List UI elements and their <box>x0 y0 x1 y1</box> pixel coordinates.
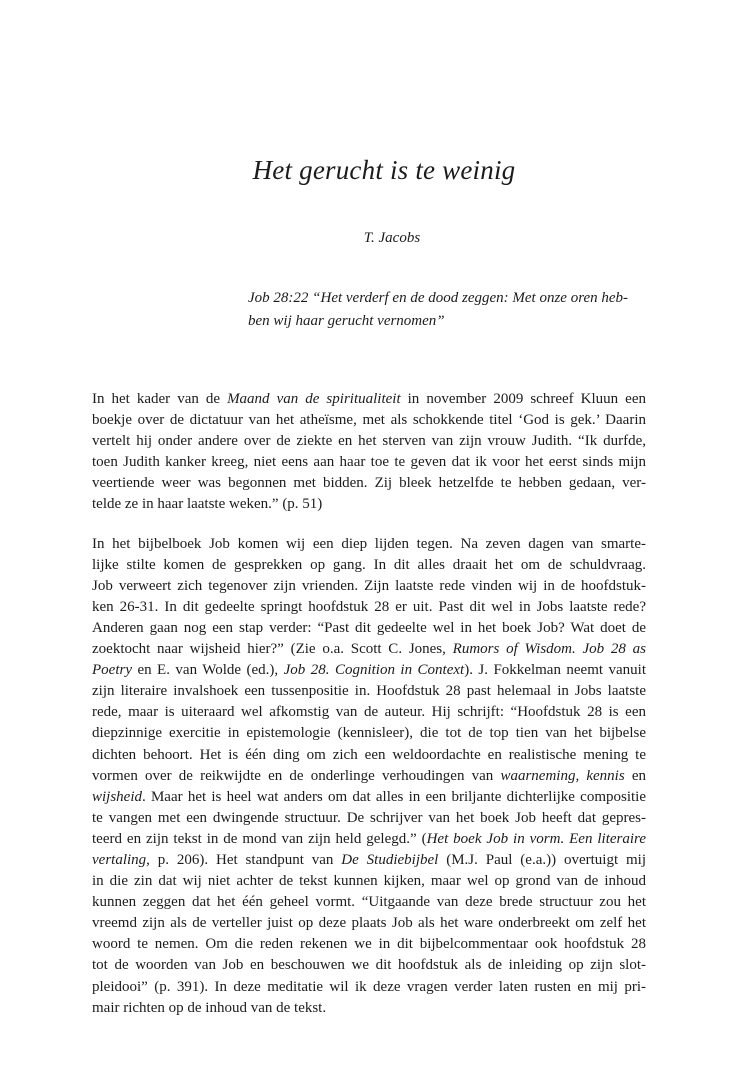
italic-text: Job 28. Cognition in Context <box>283 662 465 679</box>
text-line: kunnen zeggen dat het één geheel vormt. “Uitgaande van deze brede structuur zou het <box>92 894 646 911</box>
text-line: vreemd zijn als de verteller juist op deze plaats Job als het ware onderbreekt om zelf het <box>92 915 646 932</box>
page-title: Het gerucht is te weinig <box>252 155 516 185</box>
text-line: In het kader van de Maand van de spiritualiteit in november 2009 schreef Kluun een <box>92 391 646 407</box>
text-line: Job verweert zich tegenover zijn vrienden. Zijn laatste rede vinden wij in de hoofdstuk- <box>92 577 646 594</box>
italic-text: vertaling <box>92 851 147 868</box>
text-line: lijke stilte komen de gesprekken op gang. In dit alles draait het om de schuldvraag. <box>92 556 646 573</box>
text-line: boekje over de dictatuur van het atheïsme, met als schokkende titel ‘God is gek.’ Daarin <box>92 412 646 429</box>
text-line: tot de woorden van Job en beschouwen we dit hoofdstuk als de inleiding op zijn slot- <box>92 957 646 974</box>
text-line: mair richten op de inhoud van de tekst. <box>92 999 327 1016</box>
text-line: vormen over de reikwijdte en de onderlinge verhoudingen van waarneming, kennis en <box>92 767 646 784</box>
italic-text: Rumors of Wisdom. Job 28 as <box>452 641 646 658</box>
text-line: teerd en zijn tekst in de mond van zijn held gelegd.” (Het boek Job in vorm. Een literaire <box>92 830 646 847</box>
text-line: zoektocht naar wijsheid hier?” (Zie o.a. Scott C. Jones, Rumors of Wisdom. Job 28 as <box>92 641 646 658</box>
italic-text: Poetry <box>92 662 132 679</box>
text-line: pleidooi” (p. 391). In deze meditatie wil ik deze vragen verder laten rusten en mij pri- <box>92 978 646 995</box>
paragraph-2 <box>92 534 646 1019</box>
text-line: vertaling, p. 206). Het standpunt van De Studiebijbel (M.J. Paul (e.a.)) overtuigt mij <box>92 851 646 868</box>
text-line: woord te nemen. Om die reden rekenen we in dit bijbelcommentaar ook hoofdstuk 28 <box>92 936 646 953</box>
text-line: Poetry en E. van Wolde (ed.), Job 28. Cognition in Context). J. Fokkelman neemt vanuit <box>92 662 647 679</box>
epigraph <box>248 287 648 333</box>
italic-text: Maand van de spiritualiteit <box>227 391 401 407</box>
text-line: diepzinnige exercitie in epistemologie (kennisleer), die tot de top tien van het bijbelse <box>92 725 646 742</box>
text-line: te vangen met een dwingende structuur. De schrijver van het boek Job heeft dat gepres- <box>92 809 646 826</box>
body-text <box>92 389 646 1037</box>
text-line: dichten behoort. Het is één ding om zich een weldoordachte en realistische mening te <box>92 746 646 763</box>
text-line: ken 26-31. In dit gedeelte springt hoofdstuk 28 er uit. Past dit wel in Jobs laatste rede? <box>92 598 646 615</box>
text-line: veertiende weer was begonnen met bidden. Zij bleek hetzelfde te hebben gedaan, ver- <box>92 475 646 492</box>
italic-text: waarneming, kennis <box>500 767 625 784</box>
italic-text: wijsheid <box>92 788 143 805</box>
epigraph-line: ben wij haar gerucht vernomen” <box>248 313 445 329</box>
italic-text: Het boek Job in vorm. Een literaire <box>426 830 646 847</box>
epigraph-line: Job 28:22 “Het verderf en de dood zeggen: Met onze oren heb- <box>248 290 629 306</box>
text-line: zijn literaire invalshoek een tussenpositie in. Hoofdstuk 28 past helemaal in Jobs laatste <box>92 683 646 700</box>
italic-text: De Studiebijbel <box>341 851 439 868</box>
text-line: toen Judith kanker kreeg, niet eens aan haar toe te geven dat ik voor het eerst sinds mijn <box>92 454 646 471</box>
text-line: rede, maar is uiteraard wel afkomstig van de auteur. Hij schrijft: “Hoofdstuk 28 is een <box>92 704 646 721</box>
text-line: Anderen gaan nog een stap verder: “Past dit gedeelte wel in het boek Job? Wat doet de <box>92 619 646 636</box>
text-line: vertelt hij onder andere over de ziekte en het sterven van zijn vrouw Judith. “Ik durfde, <box>92 433 646 450</box>
text-line: telde ze in haar laatste weken.” (p. 51) <box>92 496 323 513</box>
author-name: T. Jacobs <box>363 230 421 246</box>
paragraph-1 <box>92 389 646 516</box>
text-line: In het bijbelboek Job komen wij een diep lijden tegen. Na zeven dagen van smarte- <box>92 535 646 552</box>
text-line: in die zin dat wij niet achter de tekst kunnen kijken, maar wel op grond van de inhoud <box>92 873 646 890</box>
text-line: wijsheid. Maar het is heel wat anders om dat alles in een briljante dichterlijke compositie <box>92 788 646 805</box>
